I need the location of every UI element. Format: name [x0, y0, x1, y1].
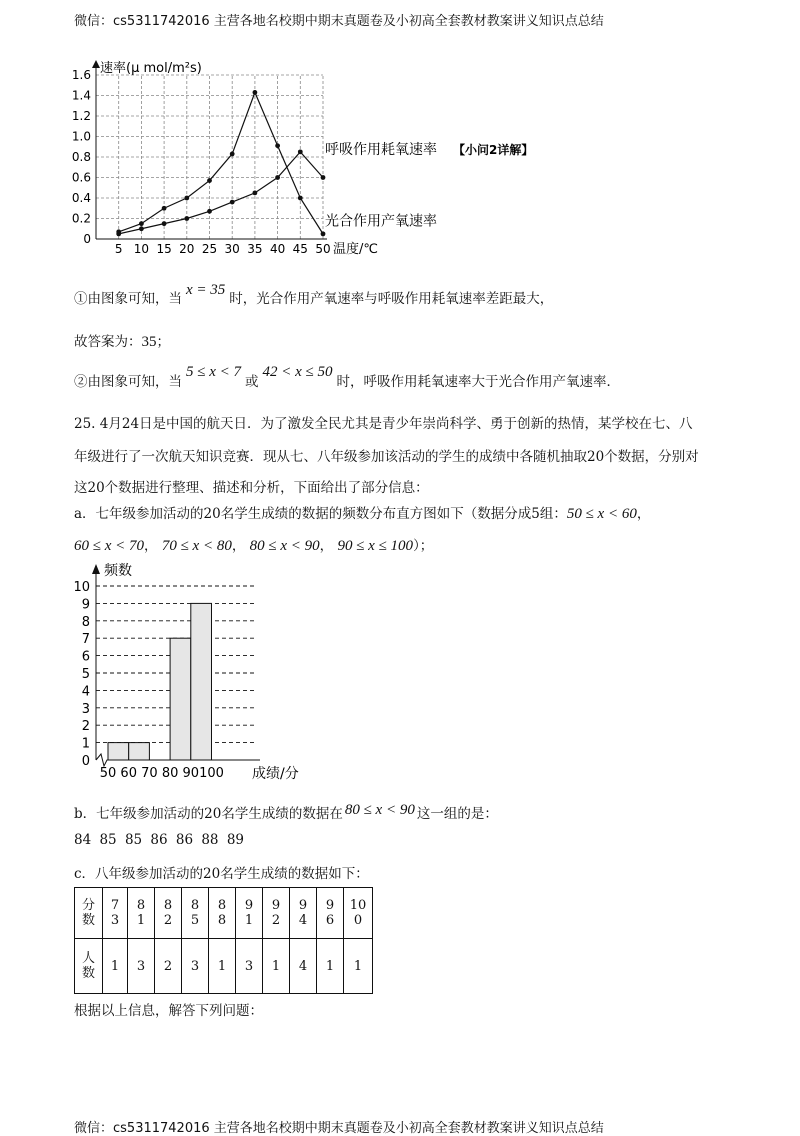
count-cell: 1: [263, 939, 290, 994]
histogram-bar: [191, 603, 212, 760]
count-cell: 1: [103, 939, 128, 994]
data-point: [253, 90, 258, 95]
data-point: [275, 175, 280, 180]
score-cell: 82: [155, 888, 182, 939]
answer-end: ；: [156, 334, 170, 350]
series-label-photosynthesis: 光合作用产氧速率: [325, 213, 437, 230]
y-tick-label: 1.4: [71, 88, 91, 103]
y-tick-label: 0: [83, 232, 91, 246]
count-cell: 1: [209, 939, 236, 994]
data-point: [253, 190, 258, 195]
y-axis-arrow: [92, 564, 100, 574]
y-tick-label: 4: [81, 684, 90, 700]
part-b-data: 84 85 85 86 86 88 89: [74, 832, 244, 848]
x-tick-label: 5: [114, 242, 123, 256]
y-axis-label: 频数: [104, 563, 132, 579]
x-tick-label: 70: [141, 766, 158, 781]
x-tick-label: 50: [99, 766, 117, 781]
part-a-range1: 50 ≤ x < 60: [566, 506, 637, 522]
y-tick-label: 0: [81, 754, 90, 769]
x-tick-label: 40: [269, 242, 286, 256]
count-cell: 1: [344, 939, 373, 994]
q2-or: 或: [245, 374, 259, 390]
y-tick-label: 9: [81, 597, 90, 613]
y-tick-label: 5: [81, 667, 90, 682]
y-axis-arrow: [92, 60, 100, 68]
data-point: [321, 175, 326, 180]
part-a-range4: 80 ≤ x < 90: [249, 538, 320, 554]
data-point: [184, 196, 189, 201]
problem25-line2: 年级进行了一次航天知识竞赛．现从七、八年级参加该活动的学生的成绩中各随机抽取20个数据，分别对: [74, 449, 699, 465]
x-tick-label: 90: [182, 766, 200, 781]
sep: ，: [231, 538, 246, 554]
y-tick-label: 1.0: [71, 129, 91, 144]
score-cell: 94: [290, 888, 317, 939]
series-line: [119, 92, 323, 233]
q1-math: x = 35: [186, 282, 226, 298]
y-tick-label: 0.2: [71, 211, 91, 226]
y-tick-label: 10: [73, 580, 90, 595]
annotation-label: 【小问2详解】: [453, 142, 534, 157]
y-tick-label: 1.2: [71, 109, 91, 123]
q2-text: ②由图象可知，当: [74, 374, 182, 390]
rate-line-chart: [60, 58, 560, 268]
q2-math2: 42 < x ≤ 50: [262, 364, 333, 380]
data-point: [139, 221, 144, 226]
histogram-bar: [170, 638, 191, 760]
x-tick-label: 20: [179, 242, 195, 256]
score-cell: 91: [236, 888, 263, 939]
count-row-header: 人数: [75, 939, 103, 994]
x-tick-label: 15: [156, 242, 172, 256]
count-cell: 4: [290, 939, 317, 994]
data-point: [207, 178, 212, 183]
histogram-bar: [108, 743, 129, 760]
data-point: [298, 149, 303, 154]
data-point: [162, 221, 167, 226]
x-tick-label: 10: [133, 242, 150, 256]
score-cell: 96: [317, 888, 344, 939]
score-cell: 85: [182, 888, 209, 939]
data-point: [275, 143, 280, 148]
part-a-sep: ，: [636, 506, 651, 522]
part-a-line1: [74, 502, 650, 523]
series-line: [119, 152, 323, 234]
y-tick-label: 1.6: [71, 68, 91, 82]
count-row: [75, 939, 373, 994]
q1-text: ①由图象可知，当: [74, 291, 182, 307]
closing-line: 根据以上信息，解答下列问题：: [74, 1003, 263, 1019]
score-cell: 100: [344, 888, 373, 939]
series-label-respiration: 呼吸作用耗氧速率: [325, 141, 437, 158]
part-b-text: b．七年级参加活动的20名学生成绩的数据在: [74, 806, 343, 822]
part-a-range2: 60 ≤ x < 70: [74, 538, 145, 554]
y-tick-label: 2: [81, 719, 90, 735]
part-b-range: 80 ≤ x < 90: [344, 802, 415, 818]
score-row-header: 分数: [75, 888, 103, 939]
y-tick-label: 8: [81, 614, 90, 630]
histogram-bar: [129, 743, 150, 760]
data-point: [162, 206, 167, 211]
count-cell: 3: [236, 939, 263, 994]
q1-line: [74, 282, 554, 308]
x-tick-label: 50: [315, 242, 331, 256]
count-cell: 3: [182, 939, 209, 994]
score-cell: 92: [263, 888, 290, 939]
part-a-text: a．七年级参加活动的20名学生成绩的数据的频数分布直方图如下（数据分成5组：: [74, 506, 567, 522]
part-b-text-end: 这一组的是：: [416, 806, 498, 822]
answer-line: [74, 330, 170, 351]
sep: ，: [319, 538, 334, 554]
data-point: [139, 226, 144, 231]
y-tick-label: 3: [81, 701, 90, 717]
score-row: [75, 888, 373, 939]
data-point: [184, 216, 189, 221]
y-tick-label: 7: [81, 632, 90, 648]
y-tick-label: 1: [81, 736, 90, 752]
q2-math1: 5 ≤ x < 7: [186, 364, 242, 380]
sep: ，: [144, 538, 158, 554]
y-tick-label: 0.8: [71, 150, 91, 164]
count-cell: 3: [128, 939, 155, 994]
x-tick-label: 45: [292, 242, 308, 256]
part-b-line: [74, 802, 498, 823]
x-tick-label: 100: [199, 766, 224, 781]
x-tick-label: 80: [161, 766, 179, 781]
count-cell: 1: [317, 939, 344, 994]
part-c-line: c．八年级参加活动的20名学生成绩的数据如下：: [74, 866, 369, 882]
part-a-range5: 90 ≤ x ≤ 100: [337, 538, 414, 554]
x-tick-label: 35: [247, 242, 263, 256]
count-cell: 2: [155, 939, 182, 994]
score-cell: 88: [209, 888, 236, 939]
score-cell: 81: [128, 888, 155, 939]
data-point: [116, 229, 121, 234]
x-tick-label: 25: [201, 242, 218, 256]
data-point: [230, 152, 235, 157]
part-a-end: ）；: [413, 538, 434, 554]
y-tick-label: 6: [81, 649, 90, 665]
answer-label: 故答案为：: [74, 334, 142, 350]
data-point: [230, 200, 235, 205]
part-a-range3: 70 ≤ x < 80: [161, 538, 232, 554]
score-cell: 73: [103, 888, 128, 939]
q2-line: [74, 364, 621, 391]
q2-text-end: 时，呼吸作用耗氧速率大于光合作用产氧速率．: [336, 374, 621, 390]
data-point: [207, 209, 212, 214]
problem25-line1: 25. 4月24日是中国的航天日．为了激发全民尤其是青少年崇尚科学、勇于创新的热情，某学校在七、八: [74, 416, 693, 432]
q1-text-end: 时，光合作用产氧速率与呼吸作用耗氧速率差距最大，: [229, 291, 554, 307]
problem25-line3: 这20个数据进行整理、描述和分析，下面给出了部分信息：: [74, 480, 429, 496]
x-axis-label: 成绩/分: [252, 766, 299, 782]
x-tick-label: 60: [120, 766, 137, 781]
answer-value: 35: [141, 334, 157, 350]
x-tick-label: 30: [224, 242, 240, 256]
grade8-score-table: [74, 887, 373, 994]
part-a-line2: [74, 534, 433, 555]
x-axis-label: 温度/℃: [333, 242, 378, 257]
y-axis-label: 速率(μ mol/m²s): [100, 61, 202, 76]
page-footer: 微信：cs5311742016 主营各地名校期中期末真题卷及小初高全套教材教案讲义知识点总结: [74, 1121, 604, 1136]
y-tick-label: 0.4: [71, 191, 91, 205]
data-point: [321, 231, 326, 236]
data-point: [298, 196, 303, 201]
page-header: 微信：cs5311742016 主营各地名校期中期末真题卷及小初高全套教材教案讲义知识点总结: [74, 14, 604, 29]
y-tick-label: 0.6: [71, 170, 91, 185]
frequency-histogram: [48, 560, 348, 788]
